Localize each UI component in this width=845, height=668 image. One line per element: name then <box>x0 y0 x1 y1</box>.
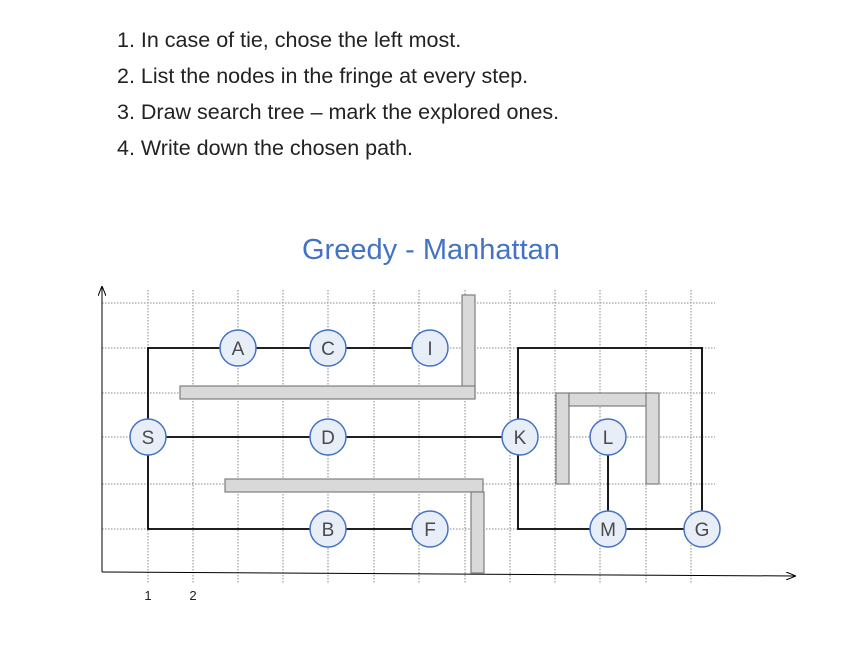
node-c <box>310 330 346 366</box>
x-tick-label: 1 <box>144 588 152 603</box>
wall <box>471 492 484 573</box>
node-s <box>130 419 166 455</box>
node-d <box>310 419 346 455</box>
node-label: M <box>600 520 616 541</box>
x-tick-label: 2 <box>189 588 197 603</box>
node-label: I <box>427 339 433 360</box>
node-label: C <box>321 339 335 360</box>
wall <box>646 393 659 484</box>
instruction-item: 2. List the nodes in the fringe at every step. <box>117 64 529 88</box>
node-m <box>590 511 626 547</box>
wall <box>180 386 475 399</box>
instruction-item: 1. In case of tie, chose the left most. <box>117 28 462 52</box>
node-label: F <box>424 520 436 541</box>
node-l <box>590 419 626 455</box>
node-label: A <box>231 339 245 360</box>
node-label: D <box>321 428 335 449</box>
node-label: S <box>141 428 155 449</box>
node-label: G <box>694 520 710 541</box>
wall <box>462 295 475 398</box>
wall <box>556 393 569 484</box>
x-tick-labels <box>144 588 196 603</box>
instruction-item: 3. Draw search tree – mark the explored ones. <box>117 100 560 124</box>
instruction-item: 4. Write down the chosen path. <box>117 136 414 160</box>
node-g <box>684 511 720 547</box>
node-f <box>412 511 448 547</box>
node-b <box>310 511 346 547</box>
node-i <box>412 330 448 366</box>
wall <box>569 393 652 406</box>
node-a <box>220 330 256 366</box>
node-label: L <box>602 428 614 449</box>
diagram-title: Greedy - Manhattan <box>302 234 560 266</box>
wall <box>225 479 483 492</box>
nodes <box>130 330 720 547</box>
node-label: K <box>513 428 527 449</box>
node-label: B <box>321 520 335 541</box>
node-k <box>502 419 538 455</box>
